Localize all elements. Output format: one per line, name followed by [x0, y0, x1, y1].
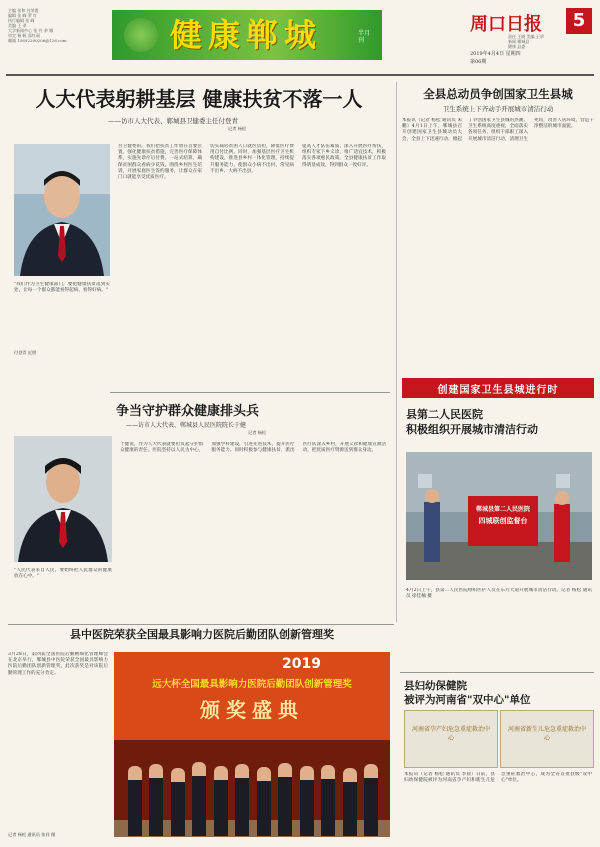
award-banner-title: 远大杯全国最具影响力医院后勤团队创新管理奖 — [152, 679, 352, 690]
lead-column: 吾卫健委的。我们把扶贫工作放在首要位置，强化健康扶贫措施，完善医疗保障体系，实施先诊疗后付费，一站式结算，确保贫困群众看病少花钱。围绕乡村医生培训，开展家庭医生签约服务，让群众在家门口就能享受优质医疗。 — [118, 144, 202, 181]
second-reporter: 记者 杨松 — [248, 430, 267, 435]
maternal-headline: 县妇幼保健院 — [404, 680, 467, 692]
campaign-headline: 全县总动员争创国家卫生县城 — [423, 87, 573, 101]
column-divider — [396, 82, 397, 622]
hospital2-story — [402, 404, 594, 614]
campaign-banner — [402, 378, 594, 398]
lead-reporter: 记者 杨松 — [228, 126, 247, 131]
award-person — [235, 764, 249, 836]
staff-line: 大学新闻中心 张 丹 余 娜 — [8, 28, 54, 33]
date-line: 2019年4月4日 星期四 — [470, 51, 521, 57]
staff-line: 审定 杨 帆 邵红丽 — [8, 33, 40, 38]
award-photo — [114, 652, 390, 837]
hospital2-headline: 县第二人民医院 — [406, 408, 483, 421]
campaign-subhead: 卫生系统上下齐动手开展城市清洁行动 — [442, 105, 554, 113]
maternal-divider — [400, 672, 594, 673]
masthead-divider — [6, 74, 594, 76]
plaque-right — [500, 710, 594, 768]
award-person — [321, 765, 335, 836]
lead-portrait — [14, 144, 110, 276]
award-person — [278, 763, 292, 836]
award-person — [343, 768, 357, 836]
plaque-left — [404, 710, 498, 768]
second-caption: "人民代表来自人民，要始终把人民群众的健康放在心中。" — [14, 568, 112, 580]
portrait-photo — [14, 436, 112, 562]
second-body: 于健说，作为人大代表就要担负起守护群众健康的责任。医院坚持以人民为中心，加强学科建设，引进先进技术，提升医疗服务能力。同时积极参与健康扶贫，派出医疗队深入乡村，开展义诊和健康宣教活动，把优质医疗资源送到群众身边。 — [120, 442, 386, 454]
section-title: 健康郸城 — [170, 16, 323, 54]
award-person — [257, 767, 271, 836]
second-headline: 争当守护群众健康排头兵 — [116, 404, 260, 419]
lead-subhead: ——访市人大代表、郸城县卫健委主任付登青 — [108, 117, 238, 125]
staff-line: 邮箱 15692200206@126.com — [8, 38, 67, 43]
portrait-photo — [14, 144, 110, 276]
second-story — [8, 396, 390, 646]
staff-line: 主编 张和 付荣霞 — [8, 8, 39, 13]
page-number: 5 — [566, 8, 592, 34]
award-banner-subtitle: 颁奖盛典 — [200, 698, 304, 722]
hospital2-banner-line1: 郸城县第二人民医院 — [475, 506, 530, 513]
paper-note: 健康 县委 — [508, 44, 526, 49]
staff-line: 编辑 张 峰 罗 红 — [8, 13, 38, 18]
lead-credit: 付登青 近照 — [14, 350, 37, 355]
campaign-story — [402, 82, 594, 372]
hospital2-caption: 4月2日上午，县第二人民医院组织医护人员在东方大道开展城市清洁行动。记者 杨松 通讯员 徐佳楠 摄 — [406, 588, 592, 600]
award-person — [364, 764, 378, 836]
lead-story — [8, 82, 390, 382]
hospital2-banner-line2: 四城联创监督台 — [478, 516, 528, 525]
second-subhead: ——访市人大代表、郸城县人民医院院长于健 — [126, 422, 247, 429]
paper-name: 周口日报 — [470, 14, 542, 35]
paper-note: 新闻 郸城县 — [508, 39, 530, 44]
paper-note: 责任 王晓 美编 王翠 — [508, 34, 544, 39]
award-person — [128, 766, 142, 836]
campaign-body: 本报讯（记者 杨松 通讯员 朱鹏）4月1日上午，郸城县召开创建国家卫生县城动员大会，全县上下迅速行动，掀起了争创国家卫生县城的热潮。卫生系统高度重视，全面落实各项任务，组织干部职工深入开展城市清洁行动，清理卫生死角，改善人居环境，营造干净整洁的城市面貌。 — [402, 118, 594, 142]
award-body: 3月28日，第四届全国医院后勤精细化管理峰会在北京举行，郸城县中医院荣获全国最具影响力医院后勤团队创新管理奖。此次获奖是对该院后勤管理工作的充分肯定。 — [8, 652, 108, 676]
award-headline: 县中医院荣获全国最具影响力医院后勤团队创新管理奖 — [70, 628, 334, 641]
section-note: 半月刊 — [358, 30, 371, 44]
award-person — [192, 762, 206, 836]
section-banner — [112, 10, 382, 60]
lead-headline: 人大代表躬耕基层 健康扶贫不落一人 — [35, 87, 363, 111]
award-person — [214, 766, 228, 836]
banner-leaf-icon — [124, 18, 158, 52]
second-portrait — [14, 436, 112, 562]
award-person — [149, 764, 163, 836]
award-credit: 记者 杨松 通讯员 张祥 摄 — [8, 832, 56, 837]
edition: 第06期 — [470, 59, 487, 65]
campaign-banner-text: 创建国家卫生县城进行时 — [437, 385, 559, 396]
lead-column: 提高人才队伍素质，深入开展医疗帮扶，组织专家下乡义诊，推广适宜技术，积极落实各项惠民政策。全县健康扶贫工作取得明显成效，得到群众一致好评。 — [302, 144, 386, 168]
award-divider — [8, 624, 394, 625]
lead-photo-caption: "我们作为卫生健康部门，要把健康扶贫落到实处，让每一个群众都能看得起病、看得好病。" — [14, 282, 110, 294]
award-people-row — [128, 750, 378, 836]
lead-column: 切实减轻贫困人口就医负担，降低医疗费用自付比例。同时，加强基层医疗卫生机构建设，推进县乡村一体化管理，持续提升服务能力，使群众小病不出村、常见病不出乡、大病不出县。 — [210, 144, 294, 174]
hospital2-headline: 积极组织开展城市清洁行动 — [406, 423, 538, 436]
lead-divider — [110, 392, 390, 393]
masthead — [0, 0, 600, 70]
plaque-left-text: 河南省孕产妇危急重症救治中心 — [411, 726, 490, 742]
maternal-headline: 被评为河南省"双中心"单位 — [404, 694, 531, 706]
paper-notes — [508, 34, 568, 49]
award-person — [300, 766, 314, 836]
staff-box — [8, 8, 106, 43]
maternal-body: 本报讯（记者 杨松 通讯员 李晨）日前，县妇幼保健院被评为河南省孕产妇和新生儿危急重症救治中心，成为全省首批县级"双中心"单位。 — [404, 772, 592, 784]
hospital2-photo — [406, 452, 592, 580]
award-year: 2019 — [282, 656, 321, 672]
award-person — [171, 768, 185, 836]
plaque-right-text: 河南省新生儿危急重症救治中心 — [507, 726, 586, 742]
staff-line: 执行编辑 张 峰 — [8, 18, 35, 23]
staff-line: 美编 王 翠 — [8, 23, 27, 28]
